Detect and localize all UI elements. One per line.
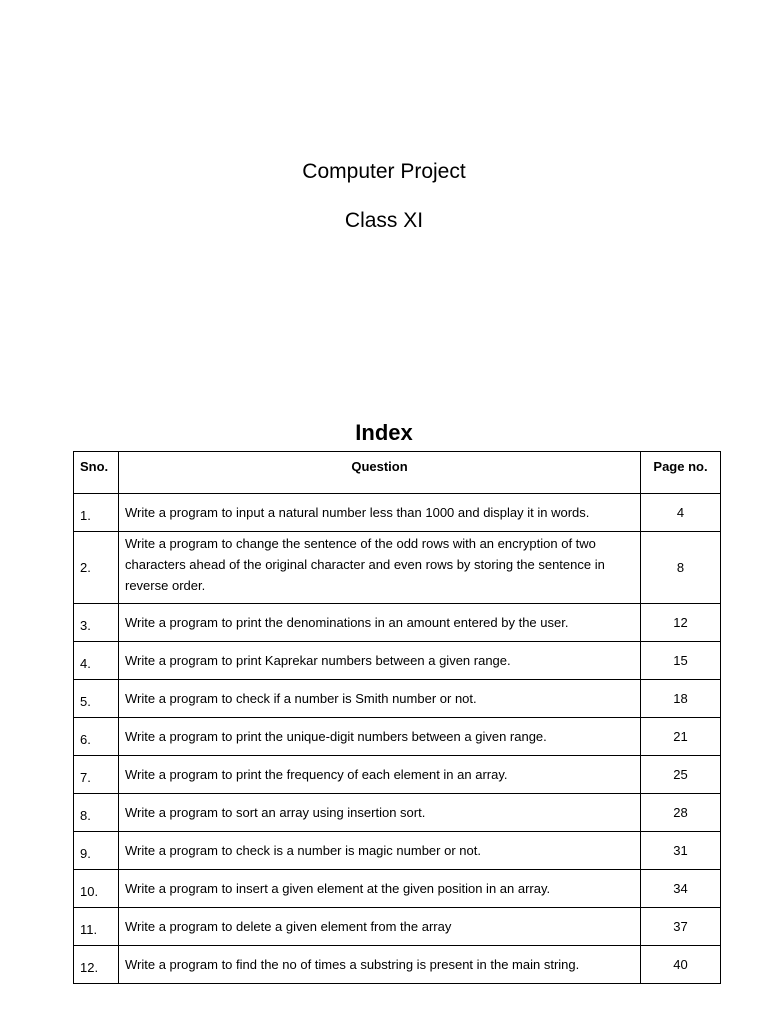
index-table [73,451,721,984]
table-row [74,680,721,718]
header-question: Question [119,452,641,494]
row-sno: 12. [74,946,119,984]
row-question: Write a program to delete a given element from the array [119,908,641,946]
row-question: Write a program to print Kaprekar numbers between a given range. [119,642,641,680]
index-heading: Index [355,420,413,445]
row-page: 12 [641,604,721,642]
row-sno: 3. [74,604,119,642]
table-row [74,756,721,794]
table-row [74,908,721,946]
row-page: 4 [641,494,721,532]
table-row [74,718,721,756]
row-sno: 5. [74,680,119,718]
row-page: 8 [641,532,721,604]
row-page: 37 [641,908,721,946]
row-question: Write a program to find the no of times a substring is present in the main string. [119,946,641,984]
row-question: Write a program to check if a number is Smith number or not. [119,680,641,718]
header-sno: Sno. [74,452,119,494]
table-row [74,532,721,604]
row-question: Write a program to check is a number is magic number or not. [119,832,641,870]
header-page: Page no. [641,452,721,494]
table-row [74,642,721,680]
row-page: 18 [641,680,721,718]
row-sno: 7. [74,756,119,794]
row-question: Write a program to change the sentence of the odd rows with an encryption of two characters ahead of the original character and even rows by storing the sentence in reverse order. [119,532,641,604]
table-row [74,870,721,908]
row-page: 40 [641,946,721,984]
row-page: 21 [641,718,721,756]
table-header-row [74,452,721,494]
row-page: 15 [641,642,721,680]
row-sno: 2. [74,532,119,604]
row-sno: 1. [74,494,119,532]
row-sno: 9. [74,832,119,870]
table-row [74,946,721,984]
row-question: Write a program to print the unique-digit numbers between a given range. [119,718,641,756]
row-question: Write a program to print the frequency of each element in an array. [119,756,641,794]
row-sno: 11. [74,908,119,946]
row-question: Write a program to print the denominations in an amount entered by the user. [119,604,641,642]
row-sno: 4. [74,642,119,680]
class-subtitle: Class XI [344,209,424,232]
row-sno: 6. [74,718,119,756]
document-title: Computer Project [302,160,466,183]
row-page: 28 [641,794,721,832]
row-question: Write a program to sort an array using insertion sort. [119,794,641,832]
row-page: 25 [641,756,721,794]
row-sno: 8. [74,794,119,832]
table-row [74,604,721,642]
row-question: Write a program to insert a given element at the given position in an array. [119,870,641,908]
row-page: 31 [641,832,721,870]
table-row [74,794,721,832]
row-question: Write a program to input a natural number less than 1000 and display it in words. [119,494,641,532]
row-sno: 10. [74,870,119,908]
table-row [74,832,721,870]
row-page: 34 [641,870,721,908]
table-row [74,494,721,532]
